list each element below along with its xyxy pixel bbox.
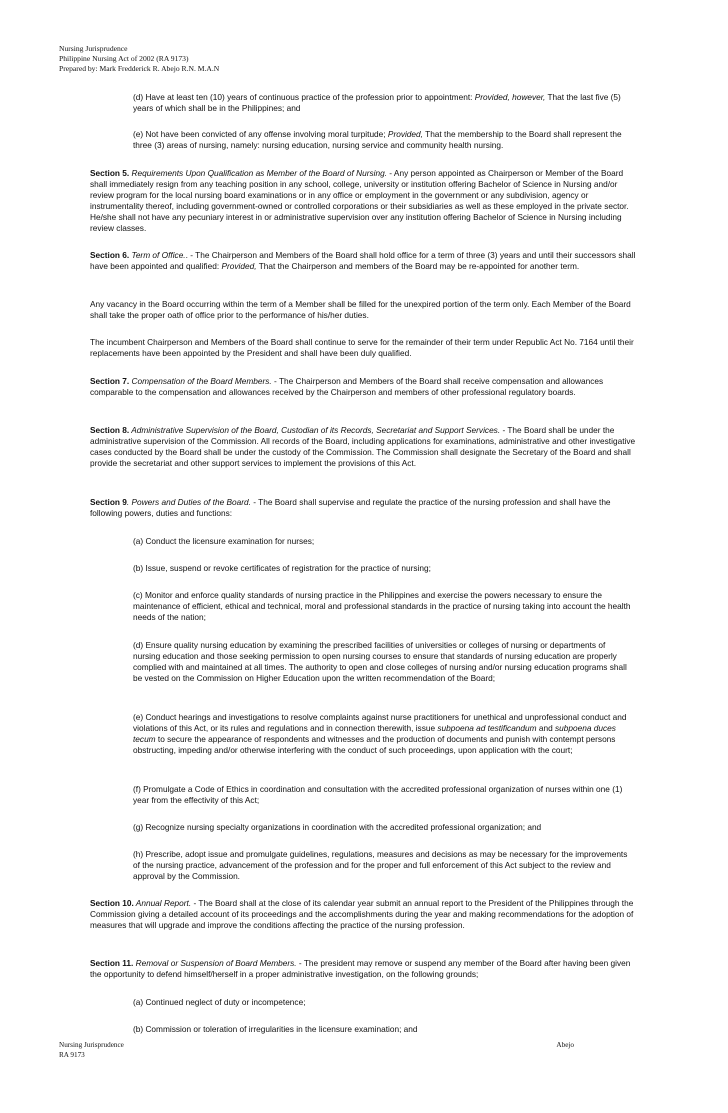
qualification-e: (e) Not have been convicted of any offense involving moral turpitude; Provided, That the membership to the Board shall represent the three (3) areas of nursing, namely: nursing education, nursing service and community health nursing. [133,129,622,150]
ground-a: (a) Continued neglect of duty or incompetence; [133,997,306,1007]
page-footer [59,1041,671,1060]
header-course-title: Nursing Jurisprudence [59,44,128,53]
power-c: (c) Monitor and enforce quality standards of nursing practice in the Philippines and exercise the powers necessary to ensure the maintenance of efficient, ethical and technical, moral and professional standards in the practice of nursing taking into account the health needs of the nation; [133,590,631,622]
section-6-title: Term of Office. [129,250,186,260]
section-10-label: Section 10. [90,898,134,908]
power-g: (g) Recognize nursing specialty organizations in coordination with the accredited professional organization; and [133,822,542,832]
header-act-title: Philippine Nursing Act of 2002 (RA 9173) [59,54,189,63]
header-author: Prepared by: Mark Fredderick R. Abejo R.N. M.A.N [59,64,220,73]
power-d: (d) Ensure quality nursing education by examining the prescribed facilities of universities or colleges of nursing or departments of nursing education and those seeking permission to open nursing courses to ensure that standards of nursing education are properly complied with and maintained at all times. The authority to open and close colleges of nursing and/or nursing education programs shall be vested on the Commission on Higher Education upon the written recommendation of the Board; [133,640,627,683]
section-10: Section 10. Annual Report. - The Board shall at the close of its calendar year submit an annual report to the President of the Philippines through the Commission giving a detailed account of its proceedings and the accomplishments during the year and making recommendations for the adoption of measures that will upgrade and improve the conditions affecting the practice of the nursing profession. [90,898,634,930]
section-8-title: Administrative Supervision of the Board, Custodian of its Records, Secretariat and Support Services. [129,425,501,435]
section-5-label: Section 5. [90,168,130,178]
power-b: (b) Issue, suspend or revoke certificates of registration for the practice of nursing; [133,563,431,573]
section-9-title: . Powers and Duties of the Board. [126,497,251,507]
section-5-title: Requirements Upon Qualification as Member of the Board of Nursing. [129,168,387,178]
power-f: (f) Promulgate a Code of Ethics in coordination and consultation with the accredited professional organization of nurses within one (1) year from the effectivity of this Act; [133,784,623,805]
ground-b: (b) Commission or toleration of irregularities in the licensure examination; and [133,1024,418,1034]
section-10-title: Annual Report. [133,898,192,908]
section-6: Section 6. Term of Office.. - The Chairperson and Members of the Board shall hold office for a term of three (3) years and until their successors shall have been appointed and qualified: Provided, That the Chairperson and members of the Board may be re-appointed for another term. [90,250,636,271]
section-11-title: Removal or Suspension of Board Members. [133,958,297,968]
power-e: (e) Conduct hearings and investigations to resolve complaints against nurse practitioners for unethical and unprofessional conduct and violations of this Act, or its rules and regulations and in connection therewith, issue subpoena ad testificandum and subpoena duces tecum to secure the appearance of respondents and witnesses and the production of documents and punish with contempt persons obstructing, impeding and/or otherwise interfering with the conduct of such proceedings, upon application with the court; [133,712,627,755]
section-7-title: Compensation of the Board Members. [129,376,272,386]
power-a: (a) Conduct the licensure examination for nurses; [133,536,315,546]
power-h: (h) Prescribe, adopt issue and promulgate guidelines, regulations, measures and decisions as may be necessary for the improvements of the nursing practice, advancement of the profession and for the proper and full enforcement of this Act subject to the review and approval by the Commission. [133,849,628,881]
footer-course-title: Nursing Jurisprudence [59,1041,124,1049]
qualification-d: (d) Have at least ten (10) years of continuous practice of the profession prior to appointment: Provided, however, That the last five (5) years of which shall be in the Philippines; and [133,92,621,113]
section-5: Section 5. Requirements Upon Qualification as Member of the Board of Nursing. - Any person appointed as Chairperson or Member of the Board shall immediately resign from any teaching position in any school, college, university or institution offering Bachelor of Science in Nursing and/or review program for the local nursing board examinations or in any office or employment in the government or any subdivision, agency or instrumentality thereof, including government-owned or controlled corporations or their subsidiaries as well as these employed in the private sector. He/she shall not have any pecuniary interest in or administrative supervision over any institution offering Bachelor of Science in Nursing including review classes. [90,168,629,233]
section-7-label: Section 7. [90,376,130,386]
section-9-label: Section 9 [90,497,127,507]
section-11: Section 11. Removal or Suspension of Board Members. - The president may remove or suspend any member of the Board after having been given the opportunity to defend himself/herself in a proper administrative investigation, on the following grounds; [90,958,631,979]
footer-author: Abejo [556,1041,574,1049]
section-9: Section 9. Powers and Duties of the Board. - The Board shall supervise and regulate the practice of the nursing profession and shall have the following powers, duties and functions: [90,497,611,518]
section-8: Section 8. Administrative Supervision of the Board, Custodian of its Records, Secretariat and Support Services. - The Board shall be under the administrative supervision of the Commission. All records of the Board, including applications for examinations, administrative and other investigative cases conducted by the Board shall be under the custody of the Commission. The Commission shall designate the Secretary of the Board and shall provide the secretariat and other support services to implement the provisions of this Act. [90,425,636,468]
footer-act-number: RA 9173 [59,1050,85,1059]
section-7: Section 7. Compensation of the Board Members. - The Chairperson and Members of the Board shall receive compensation and allowances comparable to the compensation and allowances received by the Chairperson and members of other professional regulatory boards. [90,376,604,397]
incumbent-paragraph: The incumbent Chairperson and Members of the Board shall continue to serve for the remainder of their term under Republic Act No. 7164 until their replacements have been appointed by the President and shall have been duly qualified. [90,337,634,358]
section-8-label: Section 8. [90,425,130,435]
page-header [59,44,219,74]
section-6-label: Section 6. [90,250,130,260]
section-11-label: Section 11. [90,958,134,968]
vacancy-paragraph: Any vacancy in the Board occurring within the term of a Member shall be filled for the unexpired portion of the term only. Each Member of the Board shall take the proper oath of office prior to the performance of his/her duties. [90,299,631,320]
